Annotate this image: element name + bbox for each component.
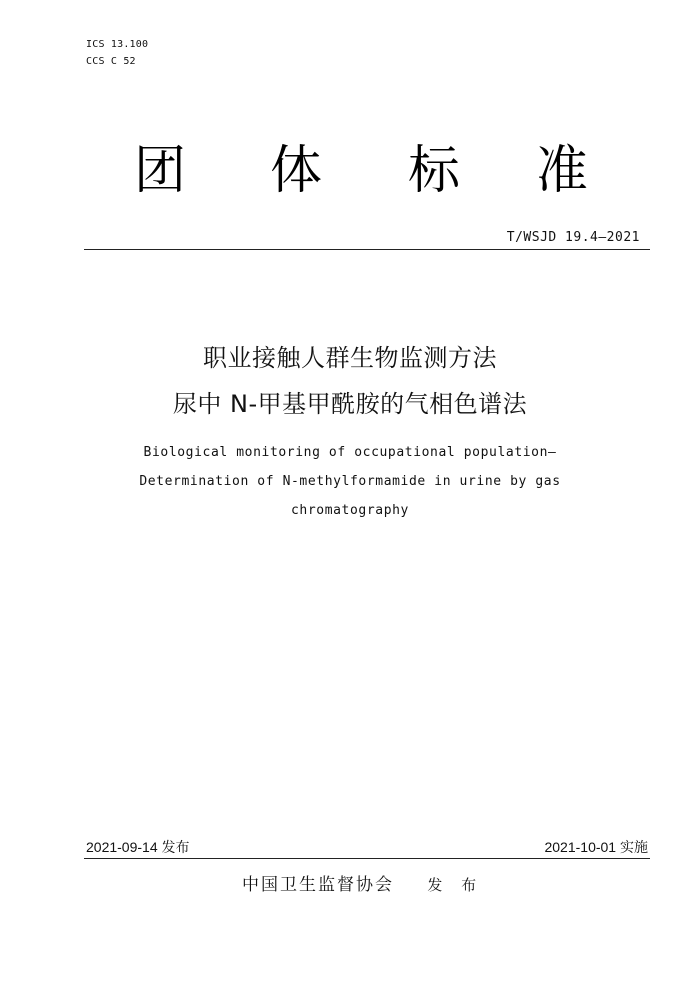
ccs-code: CCS C 52 (86, 56, 136, 67)
publish-label: 发 布 (427, 876, 484, 894)
publisher-name: 中国卫生监督协会 (242, 875, 394, 895)
footer-divider (84, 858, 650, 859)
english-title (0, 438, 700, 525)
document-type-char-2: 体 (270, 141, 323, 201)
english-title-line-3: chromatography (291, 503, 409, 518)
implementation-date: 2021-10-01 实施 (544, 839, 648, 855)
document-type-char-3: 标 (408, 141, 461, 201)
ics-code: ICS 13.100 (86, 39, 149, 50)
document-type-char-4: 准 (536, 141, 589, 201)
release-date: 2021-09-14 发布 (86, 839, 190, 855)
english-title-line-1: Biological monitoring of occupational population— (143, 445, 557, 460)
classification-codes (86, 36, 148, 70)
document-type-char-1: 团 (134, 141, 187, 201)
chinese-title (0, 335, 700, 427)
header-divider (84, 249, 650, 250)
standard-number: T/WSJD 19.4—2021 (506, 230, 640, 245)
chinese-title-line-2: 尿中 N-甲基甲酰胺的气相色谱法 (172, 390, 528, 418)
document-type-heading (120, 138, 620, 208)
english-title-line-2: Determination of N-methylformamide in urine by gas (139, 474, 561, 489)
publisher-line (242, 874, 483, 896)
chinese-title-line-1: 职业接触人群生物监测方法 (203, 344, 497, 372)
